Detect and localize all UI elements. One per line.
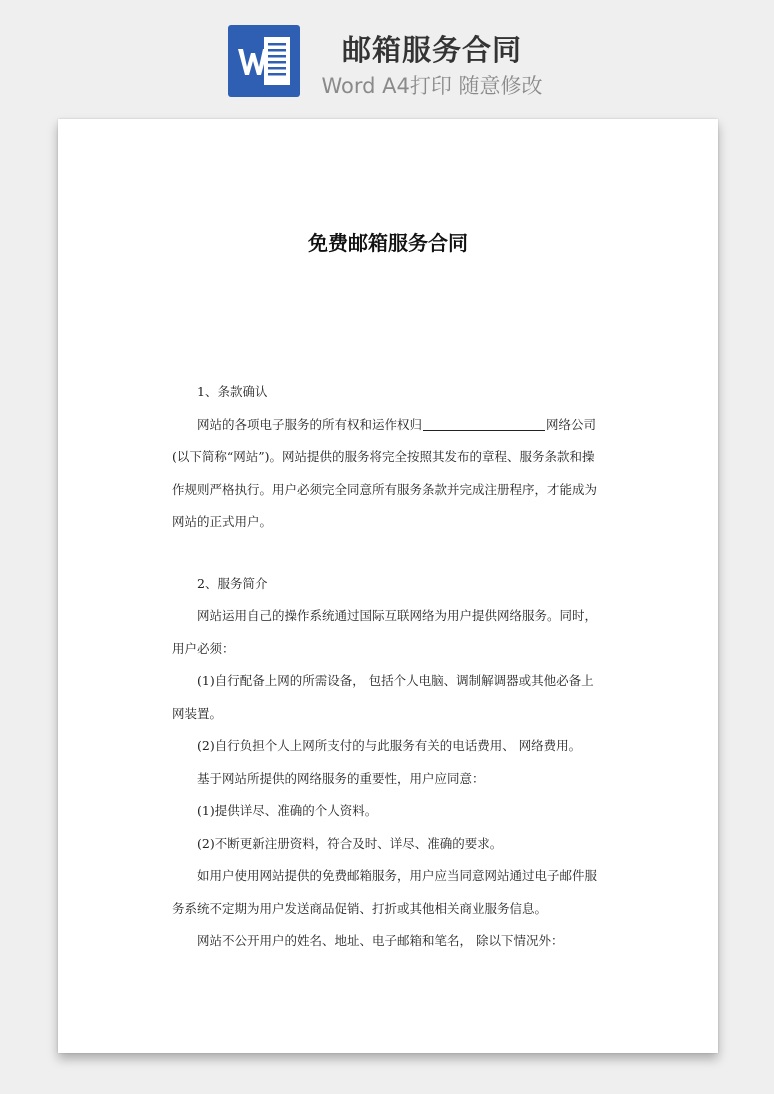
word-document-icon [228, 25, 300, 97]
section-2-item-3: (1)提供详尽、准确的个人资料。 [197, 803, 378, 818]
section-2-paragraph-4: 网站不公开用户的姓名、地址、电子邮箱和笔名， 除以下情况外： [197, 933, 564, 948]
header-banner [0, 0, 774, 110]
document-page [58, 119, 718, 1053]
section-1-paragraph [172, 409, 602, 539]
document-body [172, 376, 602, 958]
ownership-text: 网站的各项电子服务的所有权和运作权归 [197, 416, 423, 432]
section-2-paragraph-3: 如用户使用网站提供的免费邮箱服务，用户应当同意网站通过电子邮件服务系统不定期为用户发送商品促销、打折或其他相关商业服务信息。 [172, 868, 598, 916]
company-suffix: 网络公司 [546, 416, 597, 432]
banner-subtitle: Word A4打印 随意修改 [321, 74, 543, 98]
section-2-item-1: (1)自行配备上网的所需设备， 包括个人电脑、调制解调器或其他必备上网装置。 [172, 673, 594, 721]
document-title: 免费邮箱服务合同 [308, 231, 468, 255]
ownership-continuation: (以下简称“网站”)。网站提供的服务将完全按照其发布的章程、服务条款和操作规则严格执行。用户必须完全同意所有服务条款并完成注册程序，才能成为网站的正式用户。 [172, 449, 598, 529]
section-2-paragraph-1: 网站运用自己的操作系统通过国际互联网络为用户提供网络服务。同时，用户必须： [172, 608, 598, 656]
section-1-heading: 1、条款确认 [197, 384, 268, 399]
company-name-blank [423, 416, 545, 431]
section-2-item-4: (2)不断更新注册资料，符合及时、详尽、准确的要求。 [197, 835, 503, 851]
section-2-paragraph-2: 基于网站所提供的网络服务的重要性，用户应同意： [197, 770, 485, 786]
section-2-heading: 2、服务简介 [197, 575, 268, 591]
banner-title: 邮箱服务合同 [341, 33, 522, 67]
section-2-item-2: (2)自行负担个人上网所支付的与此服务有关的电话费用、 网络费用。 [197, 738, 582, 753]
